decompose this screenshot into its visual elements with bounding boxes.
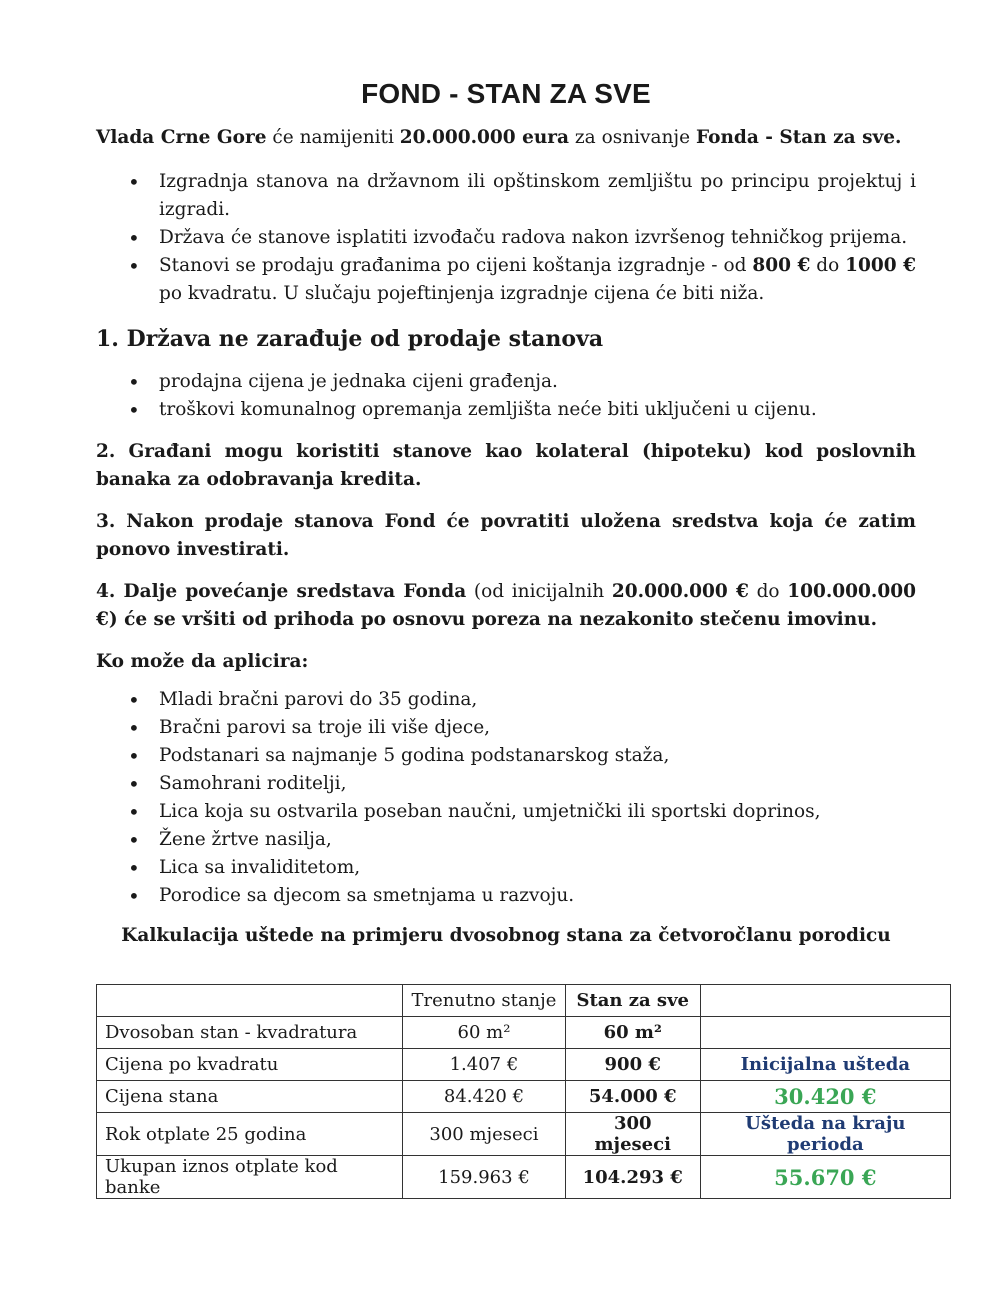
list-item: • Porodice sa djecom sa smetnjama u razvoju.: [96, 882, 916, 910]
list-item: • Podstanari sa najmanje 5 godina podstanarskog staža,: [96, 742, 916, 770]
table-cell: 60 m²: [565, 1017, 700, 1049]
initial-savings-label: Inicijalna ušteda: [700, 1049, 950, 1081]
section-4-amount-to: 100.000.000 €) će se vršiti od prihoda po osnovu poreza na nezakonito stečenu imovinu.: [96, 581, 916, 630]
section-4-amount-from: 20.000.000 €: [611, 581, 749, 602]
list-item: • Država će stanove isplatiti izvođaču radova nakon izvršenog tehničkog prijema.: [96, 224, 916, 252]
list-item: • Izgradnja stanova na državnom ili opštinskom zemljištu po principu projektuj i izgradi.: [96, 168, 916, 224]
intro-bullet-list: [96, 168, 916, 308]
bullet-text: po kvadratu. U slučaju pojeftinjenja izgradnje cijena će biti niža.: [159, 283, 765, 304]
table-cell: 300 mjeseci: [403, 1113, 566, 1156]
section-4: [96, 578, 916, 634]
list-item: • Žene žrtve nasilja,: [96, 826, 916, 854]
table-cell: 54.000 €: [565, 1081, 700, 1113]
table-cell: 60 m²: [403, 1017, 566, 1049]
final-savings-label: Ušteda na kraju perioda: [700, 1113, 950, 1156]
table-title: Kalkulacija uštede na primjeru dvosobnog stana za četvoročlanu porodicu: [121, 925, 891, 946]
who-can-apply-list: [96, 686, 916, 910]
price-min: 800 €: [752, 255, 811, 276]
table-cell: Cijena stana: [97, 1081, 403, 1113]
table-header-cell: Stan za sve: [565, 985, 700, 1017]
bullet-text: do: [810, 255, 846, 276]
section-3: 3. Nakon prodaje stanova Fond će povratiti uložena sredstva koja će zatim ponovo investirati.: [96, 511, 916, 560]
table-cell: Rok otplate 25 godina: [97, 1113, 403, 1156]
intro-amount: 20.000.000 eura: [399, 127, 570, 148]
bullet-text: Stanovi se prodaju građanima po cijeni koštanja izgradnje - od: [159, 255, 753, 276]
table-row: [97, 1156, 951, 1199]
table-cell: [700, 1017, 950, 1049]
intro-government: Vlada Crne Gore: [96, 127, 267, 148]
list-item: • prodajna cijena je jednaka cijeni građenja.: [96, 368, 916, 396]
list-item: • Lica sa invaliditetom,: [96, 854, 916, 882]
table-row: [97, 1081, 951, 1113]
table-cell: 900 €: [565, 1049, 700, 1081]
table-header-row: [97, 985, 951, 1017]
table-header-cell: Trenutno stanje: [403, 985, 566, 1017]
section-1-heading: 1. Država ne zarađuje od prodaje stanova: [96, 326, 604, 352]
list-item: • Bračni parovi sa troje ili više djece,: [96, 714, 916, 742]
table-cell: 104.293 €: [565, 1156, 700, 1199]
table-cell: Cijena po kvadratu: [97, 1049, 403, 1081]
price-max: 1000 €: [845, 255, 916, 276]
list-item: • troškovi komunalnog opremanja zemljišta neće biti uključeni u cijenu.: [96, 396, 916, 424]
section-2: 2. Građani mogu koristiti stanove kao kolateral (hipoteku) kod poslovnih banaka za odobravanja kredita.: [96, 441, 916, 490]
intro-text-1: će namijeniti: [266, 127, 400, 148]
list-item: • Samohrani roditelji,: [96, 770, 916, 798]
table-row: [97, 1049, 951, 1081]
section-4-lead: 4. Dalje povećanje sredstava Fonda: [96, 581, 467, 602]
intro-fund-name: Fonda - Stan za sve.: [696, 127, 902, 148]
who-can-apply-heading: Ko može da aplicira:: [96, 651, 309, 672]
final-savings-value: 55.670 €: [700, 1156, 950, 1199]
list-item: • Lica koja su ostvarila poseban naučni, umjetnički ili sportski doprinos,: [96, 798, 916, 826]
intro-text-2: za osnivanje: [569, 127, 696, 148]
table-header-cell: [97, 985, 403, 1017]
table-row: [97, 1017, 951, 1049]
savings-table: [96, 984, 951, 1199]
list-item: [96, 252, 916, 308]
table-row: [97, 1113, 951, 1156]
list-item: • Mladi bračni parovi do 35 godina,: [96, 686, 916, 714]
section-1-list: [96, 368, 916, 424]
table-cell: Ukupan iznos otplate kod banke: [97, 1156, 403, 1199]
page-title: FOND - STAN ZA SVE: [361, 78, 651, 109]
table-cell: 84.420 €: [403, 1081, 566, 1113]
table-header-cell: [700, 985, 950, 1017]
intro-paragraph: [96, 124, 916, 152]
document-page: [96, 78, 916, 964]
table-cell: 159.963 €: [403, 1156, 566, 1199]
table-cell: 300 mjeseci: [565, 1113, 700, 1156]
table-cell: 1.407 €: [403, 1049, 566, 1081]
section-4-text: (od inicijalnih: [466, 581, 612, 602]
table-cell: Dvosoban stan - kvadratura: [97, 1017, 403, 1049]
section-4-text: do: [748, 581, 788, 602]
initial-savings-value: 30.420 €: [700, 1081, 950, 1113]
